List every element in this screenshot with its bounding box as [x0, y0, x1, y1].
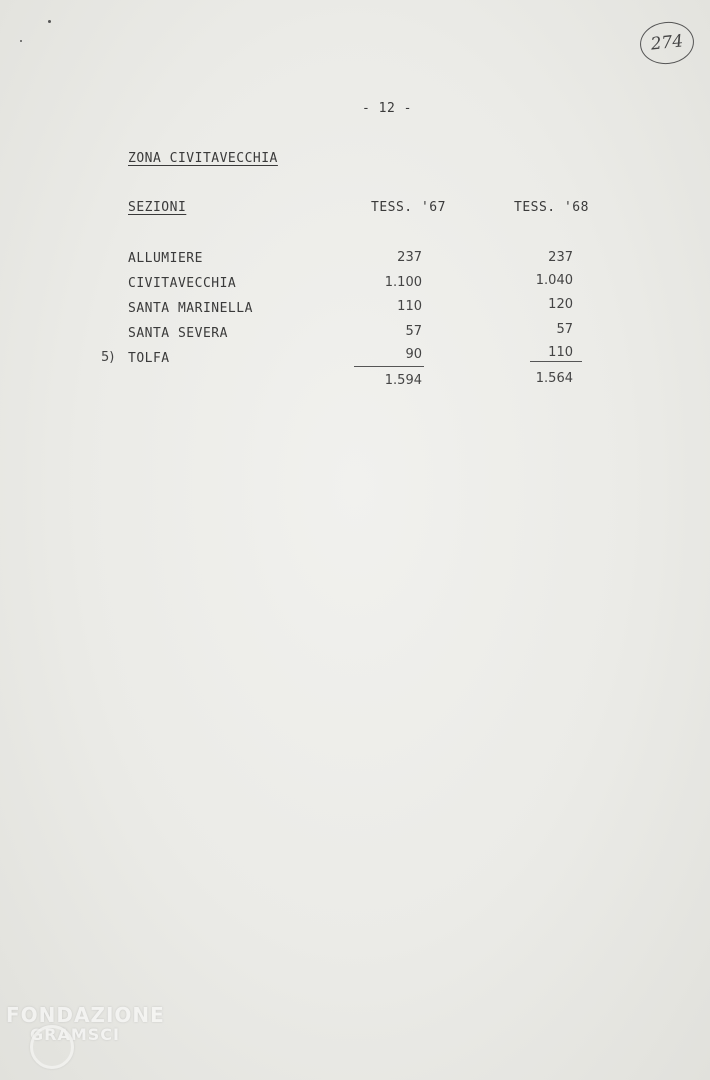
watermark-circle-icon: [30, 1025, 74, 1069]
row-value-1967: 237: [397, 250, 422, 265]
row-name: SANTA SEVERA: [128, 326, 228, 341]
row-value-1968: 110: [548, 345, 573, 360]
row-value-1968: 1.040: [535, 273, 573, 288]
fondazione-gramsci-watermark: [6, 1003, 165, 1044]
watermark-line2: GRAMSCI: [30, 1025, 120, 1044]
row-name: CIVITAVECCHIA: [128, 276, 237, 291]
total-1967: 1.594: [384, 373, 422, 388]
row-name: ALLUMIERE: [128, 251, 203, 266]
row-value-1968: 57: [556, 322, 573, 337]
header-sections: SEZIONI: [128, 200, 187, 215]
row-value-1967: 1.100: [384, 275, 422, 290]
row-value-1968: 237: [548, 250, 573, 265]
header-1967: TESS. '67: [371, 200, 446, 215]
row-value-1967: 57: [405, 324, 422, 339]
ink-speck: [20, 40, 22, 42]
page-number: - 12 -: [362, 101, 412, 116]
total-1968: 1.564: [535, 371, 573, 386]
header-1968: TESS. '68: [514, 200, 589, 215]
row-name: SANTA MARINELLA: [128, 301, 253, 316]
sum-rule-1967: [354, 366, 424, 367]
row-value-1967: 110: [397, 299, 422, 314]
row-prefix: 5): [101, 350, 115, 365]
row-name: TOLFA: [128, 351, 170, 366]
ink-speck: [48, 20, 51, 23]
row-value-1968: 120: [548, 297, 573, 312]
row-value-1967: 90: [405, 347, 422, 362]
archive-number: 274: [638, 19, 696, 66]
watermark-line1: FONDAZIONE: [6, 1003, 165, 1027]
sum-rule-1968: [530, 361, 582, 362]
zone-title: ZONA CIVITAVECCHIA: [128, 151, 278, 166]
